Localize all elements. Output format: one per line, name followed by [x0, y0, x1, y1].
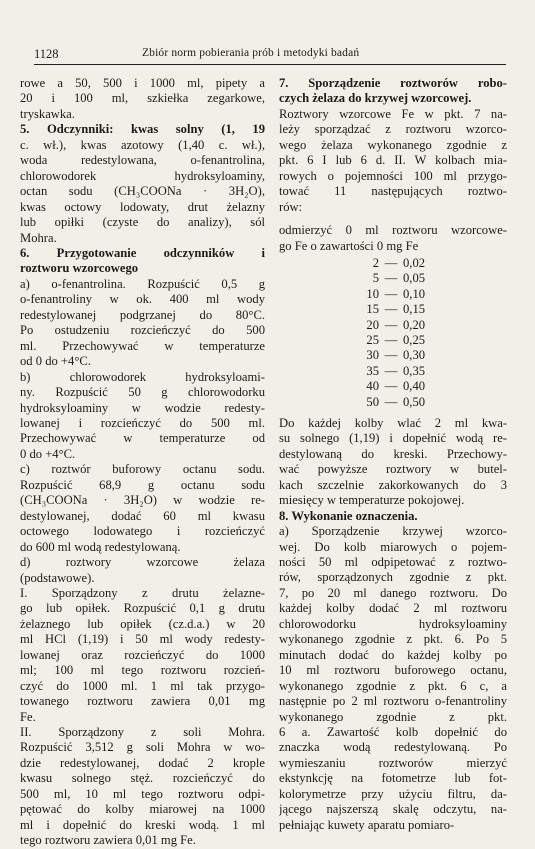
text-line: c. wł.), kwas azotowy (1,40 c. wł.), [20, 137, 265, 152]
table-cell-mg: 0,20 [403, 317, 426, 332]
text-line: towanego roztworu zawiera 0,01 mg [20, 694, 265, 709]
text-line: kwasu solnego stęż. rozcieńczyć do [20, 771, 265, 786]
table-cell-dash: — [384, 255, 398, 270]
table-cell-dash: — [384, 379, 398, 394]
text-line: destylowanej, dodać 60 ml kwasu [20, 508, 265, 523]
text-line: 7, po 20 ml danego roztworu. Do [279, 585, 507, 600]
text-line: redestylowanej podgrzanej do 80°C. [20, 307, 265, 322]
text-line: ml HCl (1,19) i 50 ml wody redesty- [20, 632, 265, 647]
text-line: tego roztworu zawiera 0,01 mg Fe. [20, 833, 196, 848]
text-line: hydroksyloaminy w wodzie redesty- [20, 400, 265, 415]
text-line: Fe. [20, 709, 36, 724]
table-row [279, 333, 507, 348]
text-line: roztworu wzorcowego [20, 261, 139, 276]
table-cell-dash: — [384, 394, 398, 409]
text-line: 20 i 100 ml, szkiełka zegarkowe, [20, 91, 265, 106]
text-line: wykonanego zgodnie z pkt. 6. Po 5 [279, 632, 507, 647]
text-line: 7. Sporządzenie roztworów robo- [279, 76, 507, 90]
table-cell-dash: — [384, 286, 398, 301]
text-line: octowego lodowatego i rozcieńczyć [20, 524, 265, 539]
text-line: odmierzyć 0 ml roztworu wzorcowe- [279, 223, 507, 238]
text-line: Do każdej kolby wlać 2 ml kwa- [279, 415, 507, 430]
text-line: destylowaną do kreski. Przechowy- [279, 446, 507, 461]
text-line: ml. Przechowywać w temperaturze [20, 338, 265, 353]
text-line: Roztwory wzorcowe Fe w pkt. 7 na- [279, 106, 507, 121]
text-line: Przechowywać w temperaturze od [20, 431, 265, 446]
table-cell-dash: — [384, 332, 398, 347]
text-line: octan sodu (CH₃COONa · 3H₂O), [20, 184, 265, 199]
text-line: (CH₃COONa · 3H₂O) w wodzie re- [20, 493, 265, 508]
table-row [279, 256, 507, 271]
table-cell-dash: — [384, 363, 398, 378]
text-line: ny. Rozpuścić 50 g chlorowodorku [20, 385, 265, 400]
text-line: rowych o pojemności 100 ml przygo- [279, 168, 507, 183]
text-line: Po ostudzeniu rozcieńczyć do 500 [20, 323, 265, 338]
text-line: b) chlorowodorek hydroksyloami- [20, 369, 265, 384]
left-column [20, 76, 265, 849]
table-cell-mg: 0,10 [403, 286, 426, 301]
text-line: chlorowodorek hydroksyloaminy, [20, 168, 265, 183]
text-line: ml i dopełnić do kreski wodą. 1 ml [20, 817, 265, 832]
text-line: kwas octowy lodowaty, drut żelazny [20, 199, 265, 214]
table-cell-ml: 25 [366, 332, 379, 347]
text-line: kolorymetrze przy użyciu filtru, da- [279, 786, 507, 801]
table-row [279, 395, 507, 410]
table-cell-ml: 2 [372, 255, 379, 270]
text-line: do 600 ml wodą redestylowaną. [20, 539, 181, 554]
table-cell-ml: 15 [366, 302, 379, 317]
text-line: Mohra. [20, 230, 57, 245]
text-line: II. Sporządzony z soli Mohra. [20, 725, 265, 740]
table-cell-ml: 40 [366, 379, 379, 394]
text-line: kach szczelnie zakorkowanych do 3 [279, 477, 507, 492]
table-cell-ml: 10 [366, 286, 379, 301]
table-row [279, 318, 507, 333]
text-line: 5. Odczynniki: kwas solny (1, 19 [20, 122, 265, 137]
text-line: go lub opiłek. Rozpuścić 0,1 g drutu [20, 601, 265, 616]
table-cell-mg: 0,40 [403, 379, 426, 394]
text-line: czyć do 1000 ml. 1 ml tak przygo- [20, 678, 265, 693]
table-cell-mg: 0,30 [403, 348, 426, 363]
text-line: chlorowodorku hydroksyloaminy [279, 616, 507, 631]
page-number: 1128 [34, 47, 59, 61]
text-line: lowanej oraz rozcieńczyć do 1000 [20, 647, 265, 662]
text-line: dzie redestylowanej, dodać 2 krople [20, 755, 265, 770]
text-line: I. Sporządzony z drutu żelazne- [20, 585, 265, 600]
table-cell-ml: 35 [366, 363, 379, 378]
running-title: Zbiór norm pobierania prób i metodyki badań [142, 47, 360, 59]
text-line: 0 do +4°C. [20, 446, 76, 461]
text-line: 6 a. Zawartość kolb dopełnić do [279, 724, 507, 739]
text-line: jącego najszerszą skalę odczytu, na- [279, 802, 507, 817]
text-line: wej. Do kolb miarowych o pojem- [279, 539, 507, 554]
text-line: Rozpuścić 68,9 g octanu sodu [20, 477, 265, 492]
text-line: wykonanego zgodnie z pkt. [279, 709, 507, 724]
text-line: Rozpuścić 3,512 g soli Mohra w wo- [20, 740, 265, 755]
text-line: rów: [279, 199, 303, 214]
text-line: tować 11 następujących roztwo- [279, 184, 507, 199]
table-row [279, 287, 507, 302]
text-line: wego żelaza wykonanego zgodnie z [279, 137, 507, 152]
text-line: pełniając kuwety aparatu pomiaro- [279, 817, 455, 832]
text-line: rów, sporządzonych zgodnie z pkt. [279, 570, 507, 585]
text-line: ekstynkcję na fotometrze lub fot- [279, 771, 507, 786]
text-line: a) o-fenantrolina. Rozpuścić 0,5 g [20, 276, 265, 291]
table-cell-dash: — [384, 348, 398, 363]
table-cell-dash: — [384, 271, 398, 286]
table-row [279, 271, 507, 286]
page-header [34, 46, 506, 65]
text-line: wymieszaniu roztworów mierzyć [279, 755, 507, 770]
dilution-table [279, 256, 507, 410]
text-line: lub opiłki (czyste do analizy), sól [20, 215, 265, 230]
text-line: leży sporządzać z roztworu wzorco- [279, 122, 507, 137]
text-line: rowe a 50, 500 i 1000 ml, pipety a [20, 76, 265, 90]
text-line: a) Sporządzenie krzywej wzorco- [279, 524, 507, 539]
table-cell-ml: 50 [366, 394, 379, 409]
text-line: lowanej i rozcieńczyć do 500 ml. [20, 415, 265, 430]
text-line: su solnego (1,19) i dopełnić wodą re- [279, 431, 507, 446]
text-line: od 0 do +4°C. [20, 354, 91, 369]
text-line: miesięcy w temperaturze pokojowej. [279, 493, 465, 508]
text-line: c) roztwór buforowy octanu sodu. [20, 462, 265, 477]
table-cell-ml: 5 [372, 271, 379, 286]
table-row [279, 364, 507, 379]
right-column [279, 76, 507, 833]
text-line: żelaznego lub opiłek (cz.d.a.) w 20 [20, 616, 265, 631]
text-line: wykonanego zgodnie z pkt. 6 c, a [279, 678, 507, 693]
text-line: (podstawowe). [20, 570, 95, 585]
table-cell-mg: 0,05 [403, 271, 426, 286]
text-line: pkt. 6 I lub 6 d. II. W kolbach mia- [279, 153, 507, 168]
text-line: tryskawka. [20, 106, 75, 121]
text-line: go Fe o zawartości 0 mg Fe [279, 238, 419, 253]
text-line: każdej kolby dodać 2 ml roztworu [279, 601, 507, 616]
text-line: d) roztwory wzorcowe żelaza [20, 555, 265, 570]
table-cell-mg: 0,50 [403, 394, 426, 409]
text-line: minutach dodać do każdej kolby po [279, 647, 507, 662]
text-line: woda redestylowana, o-fenantrolina, [20, 153, 265, 168]
table-cell-mg: 0,02 [403, 255, 426, 270]
text-line: 8. Wykonanie oznaczenia. [279, 508, 418, 523]
table-intro [279, 223, 507, 254]
text-line: o-fenantroliny w ok. 400 ml wody [20, 292, 265, 307]
table-row [279, 379, 507, 394]
table-cell-ml: 30 [366, 348, 379, 363]
text-line: ml; 100 ml tego roztworu rozcień- [20, 663, 265, 678]
text-line: znaczka wodą redestylowaną. Po [279, 740, 507, 755]
text-line: 6. Przygotowanie odczynników i [20, 245, 265, 260]
table-cell-mg: 0,25 [403, 332, 426, 347]
table-cell-mg: 0,35 [403, 363, 426, 378]
table-cell-mg: 0,15 [403, 302, 426, 317]
text-line: 500 ml, 10 ml tego roztworu odpi- [20, 786, 265, 801]
right-column-section-7 [279, 76, 507, 215]
right-column-section-8 [279, 416, 507, 833]
table-row [279, 302, 507, 317]
text-line: czych żelaza do krzywej wzorcowej. [279, 91, 472, 106]
table-row [279, 348, 507, 363]
text-line: 10 ml roztworu buforowego octanu, [279, 663, 507, 678]
text-line: pętować do kolby miarowej na 1000 [20, 802, 265, 817]
table-cell-ml: 20 [366, 317, 379, 332]
text-line: ności 50 ml odpipetować z roztwo- [279, 554, 507, 569]
table-cell-dash: — [384, 302, 398, 317]
text-line: następnie po 2 ml roztworu o-fenantroliny [279, 694, 507, 709]
table-cell-dash: — [384, 317, 398, 332]
text-line: wać powyższe roztwory w butel- [279, 462, 507, 477]
